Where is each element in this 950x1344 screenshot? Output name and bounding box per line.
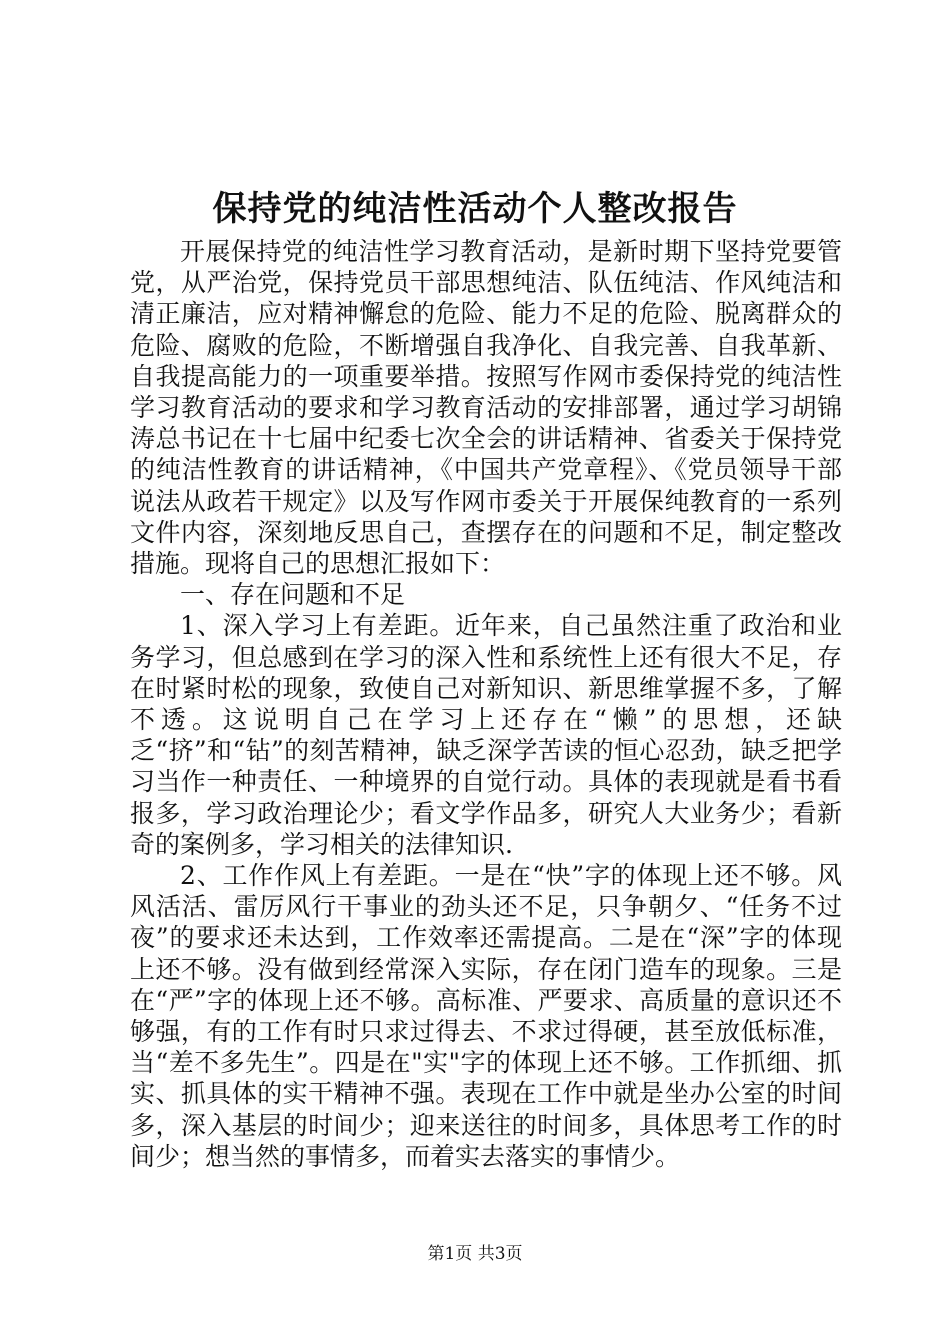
- page-number: 第1页 共3页: [427, 1244, 523, 1264]
- study-gap-paragraph: 1、深入学习上有差距。近年来，自己虽然注重了政治和业务学习，但总感到在学习的深入性和系统性上还有很大不足，存在时紧时松的现象，致使自己对新知识、新思维掌握不多，了解不透。这说明自己在学习上还存在“懒”的思想，还缺乏“挤”和“钻”的刻苦精神，缺乏深学苦读的恒心忍劲，缺乏把学习当作一种责任、一种境界的自觉行动。具体的表现就是看书看报多，学习政治理论少；看文学作品多，研究人大业务少；看新奇的案例多，学习相关的法律知识.: [130, 611, 842, 859]
- work-style-gap-paragraph: 2、工作作风上有差距。一是在“快”字的体现上还不够。风风活活、雷厉风行干事业的劲头还不足，只争朝夕、“任务不过夜”的要求还未达到，工作效率还需提高。二是在“深”字的体现上还不够。没有做到经常深入实际，存在闭门造车的现象。三是在“严”字的体现上还不够。高标准、严要求、高质量的意识还不够强，有的工作有时只求过得去、不求过得硬，甚至放低标准，当“差不多先生”。四是在"实"字的体现上还不够。工作抓细、抓实、抓具体的实干精神不强。表现在工作中就是坐办公室的时间多，深入基层的时间少；迎来送往的时间多，具体思考工作的时间少；想当然的事情多，而着实去落实的事情少。: [130, 861, 842, 1171]
- document-body: [130, 236, 842, 1172]
- section-heading: 一、存在问题和不足: [180, 580, 406, 610]
- document-title: 保持党的纯洁性活动个人整改报告: [212, 189, 738, 229]
- intro-paragraph: 开展保持党的纯洁性学习教育活动，是新时期下坚持党要管党，从严治党，保持党员干部思想纯洁、队伍纯洁、作风纯洁和清正廉洁，应对精神懈怠的危险、能力不足的危险、脱离群众的危险、腐败的危险，不断增强自我净化、自我完善、自我革新、自我提高能力的一项重要举措。按照写作网市委保持党的纯洁性学习教育活动的要求和学习教育活动的安排部署，通过学习胡锦涛总书记在十七届中纪委七次全会的讲话精神、省委关于保持党的纯洁性教育的讲话精神，《中国共产党章程》、《党员领导干部说法从政若干规定》以及写作网市委关于开展保纯教育的一系列文件内容，深刻地反思自己，查摆存在的问题和不足，制定整改措施。现将自己的思想汇报如下：: [130, 237, 842, 579]
